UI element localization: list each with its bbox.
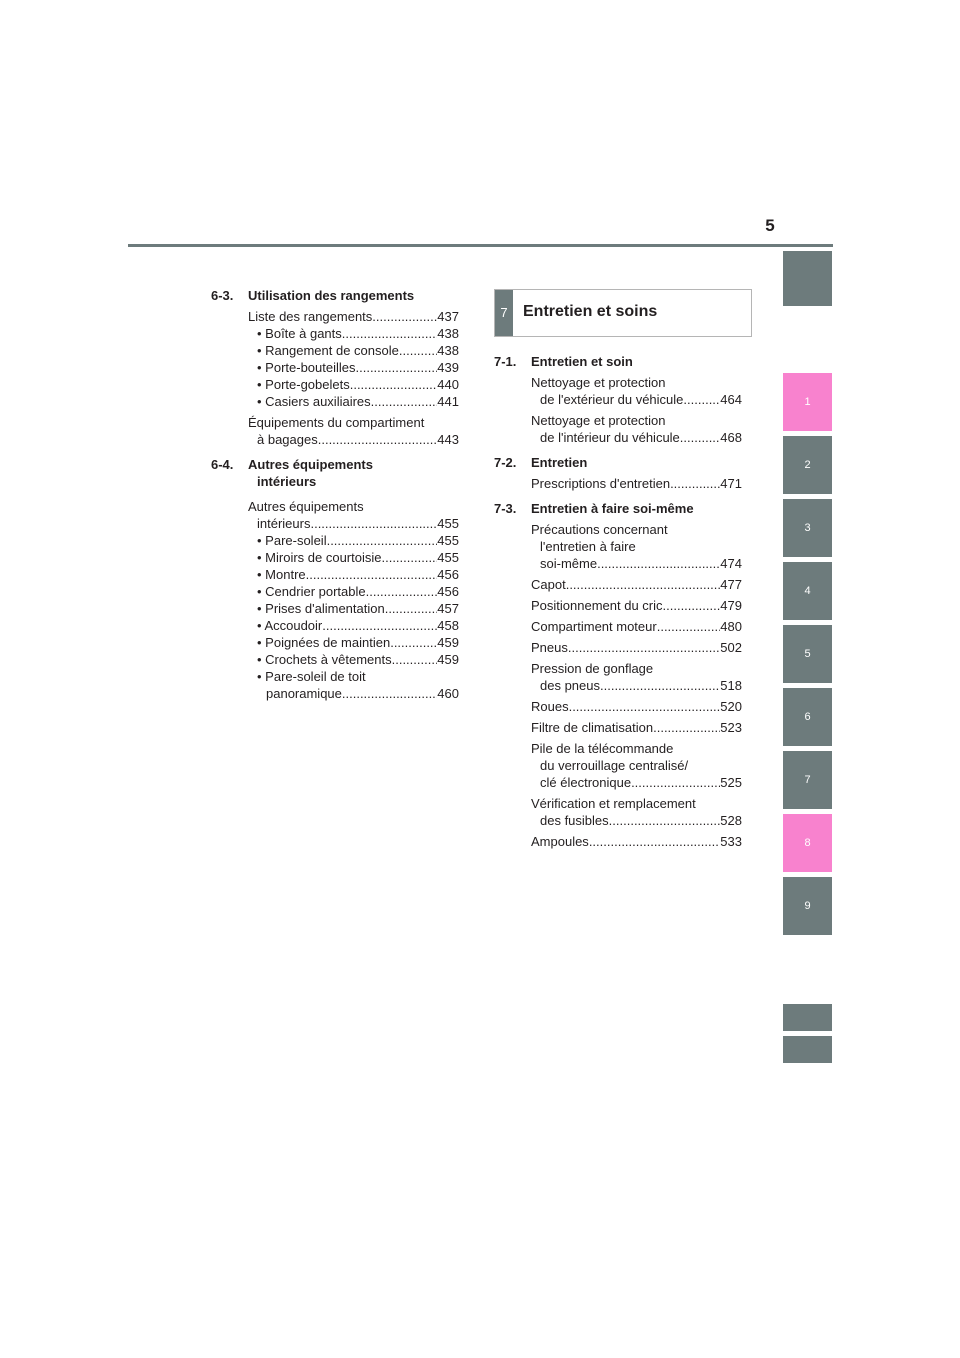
section-number: 7-2. [494, 455, 517, 470]
section-title: Entretien et soin [531, 354, 633, 369]
leader-dots [306, 566, 438, 583]
toc-sub-entry[interactable] [257, 532, 459, 549]
toc-left-column [211, 287, 459, 702]
section-7-3-heading[interactable] [494, 500, 742, 517]
side-tab-1[interactable]: 1 [783, 373, 832, 431]
entry-text: Filtre de climatisation [531, 720, 654, 735]
entry-text: • Miroirs de courtoisie [257, 550, 382, 565]
leader-dots [597, 555, 720, 572]
entry-text: Compartiment moteur [531, 619, 657, 634]
leader-dots [322, 617, 437, 634]
entry-text: • Pare-soleil [257, 533, 327, 548]
entry-page: 439 [437, 360, 459, 375]
entry-page: 520 [720, 699, 742, 714]
entry-page: 460 [437, 686, 459, 701]
entry-page: 523 [720, 720, 742, 735]
section-title: intérieurs [257, 474, 317, 489]
entry-page: 464 [720, 392, 742, 407]
entry-text: Positionnement du cric [531, 598, 663, 613]
entry-text: Prescriptions d'entretien [531, 476, 671, 491]
sub-entries-rangements [257, 325, 459, 410]
toc-entry-fusibles[interactable] [531, 795, 742, 829]
entry-page: 528 [720, 813, 742, 828]
entry-text: de l'extérieur du véhicule [540, 392, 684, 407]
section-title: Entretien à faire soi-même [531, 501, 694, 516]
leader-dots [371, 393, 438, 410]
toc-entry-prescriptions[interactable] [531, 475, 742, 492]
entry-text: Pression de gonflage [531, 661, 654, 676]
entry-text: • Accoudoir [257, 618, 323, 633]
entry-page: 455 [437, 516, 459, 531]
entry-text: de l'intérieur du véhicule [540, 430, 680, 445]
entry-text: Vérification et remplacement [531, 796, 696, 811]
section-7-2-heading[interactable] [494, 454, 742, 471]
toc-sub-entry[interactable] [257, 583, 459, 600]
toc-entry-nettoyage-exterieur[interactable] [531, 374, 742, 408]
entry-text: • Pare-soleil de toit [257, 669, 366, 684]
leader-dots [385, 600, 438, 617]
leader-dots [342, 685, 437, 702]
entry-text: intérieurs [257, 516, 311, 531]
toc-sub-entry[interactable] [257, 549, 459, 566]
entry-page: 437 [437, 309, 459, 324]
chapter-number: 7 [495, 290, 513, 336]
leader-dots [318, 431, 438, 448]
side-tab-index-a[interactable] [783, 1004, 832, 1031]
entry-text: Roues [531, 699, 569, 714]
entry-page: 459 [437, 635, 459, 650]
entry-page: 438 [437, 343, 459, 358]
leader-dots [657, 618, 721, 635]
leader-dots [680, 429, 721, 446]
entry-page: 477 [720, 577, 742, 592]
entry-page: 457 [437, 601, 459, 616]
entry-text: Liste des rangements [248, 309, 373, 324]
leader-dots [589, 833, 720, 850]
section-title: Entretien [531, 455, 588, 470]
side-tab-8[interactable]: 8 [783, 814, 832, 872]
entry-text: Nettoyage et protection [531, 413, 666, 428]
side-tab-index-b[interactable] [783, 1036, 832, 1063]
side-tab-9[interactable]: 9 [783, 877, 832, 935]
toc-sub-entry[interactable] [257, 325, 459, 342]
entry-text: à bagages [257, 432, 318, 447]
leader-dots [310, 515, 437, 532]
section-number: 7-3. [494, 501, 517, 516]
entry-text: Précautions concernant [531, 522, 668, 537]
entry-text: des pneus [540, 678, 600, 693]
leader-dots [381, 549, 437, 566]
section-number: 6-3. [211, 288, 234, 303]
leader-dots [568, 639, 720, 656]
leader-dots [327, 532, 438, 549]
leader-dots [631, 774, 720, 791]
side-tab-4[interactable]: 4 [783, 562, 832, 620]
toc-sub-entry[interactable] [257, 376, 459, 393]
leader-dots [392, 651, 438, 668]
entry-text: • Cendrier portable [257, 584, 366, 599]
entry-page: 480 [720, 619, 742, 634]
toc-entry-compartiment-moteur[interactable] [531, 618, 742, 635]
toc-sub-entry[interactable] [257, 566, 459, 583]
toc-right-column [494, 353, 742, 854]
toc-sub-entry[interactable] [257, 359, 459, 376]
entry-page: 525 [720, 775, 742, 790]
leader-dots [683, 391, 720, 408]
entry-page: 438 [437, 326, 459, 341]
toc-sub-entry[interactable] [257, 634, 459, 651]
entry-page: 456 [437, 584, 459, 599]
toc-entry-ampoules[interactable] [531, 833, 742, 850]
toc-entry-capot[interactable] [531, 576, 742, 593]
entry-text: • Montre [257, 567, 306, 582]
entry-text: • Poignées de maintien [257, 635, 391, 650]
toc-entry-pression[interactable] [531, 660, 742, 694]
entry-text: • Porte-gobelets [257, 377, 350, 392]
toc-sub-entry[interactable] [257, 617, 459, 634]
entry-text: panoramique [266, 686, 342, 701]
leader-dots [566, 576, 721, 593]
entry-page: 440 [437, 377, 459, 392]
leader-dots [356, 359, 438, 376]
chapter-title: Entretien et soins [523, 303, 658, 320]
entry-page: 443 [437, 432, 459, 447]
section-number: 6-4. [211, 457, 234, 472]
leader-dots [350, 376, 438, 393]
side-tab-7[interactable]: 7 [783, 751, 832, 809]
entry-text: Nettoyage et protection [531, 375, 666, 390]
entry-page: 455 [437, 533, 459, 548]
entry-text: Capot [531, 577, 566, 592]
leader-dots [399, 342, 437, 359]
section-number: 7-1. [494, 354, 517, 369]
toc-entry-pneus[interactable] [531, 639, 742, 656]
toc-sub-entry[interactable] [257, 600, 459, 617]
entry-text: l'entretien à faire [540, 539, 636, 554]
toc-entry-cric[interactable] [531, 597, 742, 614]
leader-dots [366, 583, 438, 600]
entry-page: 468 [720, 430, 742, 445]
toc-entry-pile-telecommande[interactable] [531, 740, 742, 791]
section-7-1-heading[interactable] [494, 353, 742, 370]
entry-text: • Crochets à vêtements [257, 652, 392, 667]
side-tab-top[interactable] [783, 251, 832, 306]
entry-text: • Rangement de console [257, 343, 399, 358]
entry-text: Ampoules [531, 834, 589, 849]
entry-text: Pneus [531, 640, 568, 655]
entry-page: 471 [720, 476, 742, 491]
toc-entry-filtre[interactable] [531, 719, 742, 736]
side-tab-3[interactable]: 3 [783, 499, 832, 557]
side-tab-2[interactable]: 2 [783, 436, 832, 494]
toc-sub-entry[interactable] [257, 651, 459, 668]
leader-dots [372, 308, 437, 325]
leader-dots [663, 597, 721, 614]
entry-page: 518 [720, 678, 742, 693]
entry-page: 455 [437, 550, 459, 565]
toc-entry-roues[interactable] [531, 698, 742, 715]
header-rule [128, 244, 833, 247]
leader-dots [600, 677, 720, 694]
toc-entry-nettoyage-interieur[interactable] [531, 412, 742, 446]
entry-text: Pile de la télécommande [531, 741, 674, 756]
entry-page: 474 [720, 556, 742, 571]
toc-entry-liste-rangements[interactable] [248, 308, 459, 325]
leader-dots [342, 325, 438, 342]
toc-sub-entry[interactable] [257, 668, 459, 702]
page-number: 5 [765, 216, 775, 235]
side-tab-5[interactable]: 5 [783, 625, 832, 683]
entry-page: 441 [437, 394, 459, 409]
section-title: Autres équipements [248, 457, 373, 472]
side-tab-6[interactable]: 6 [783, 688, 832, 746]
entry-page: 533 [720, 834, 742, 849]
section-6-4-heading[interactable] [211, 456, 459, 490]
toc-entry-precautions[interactable] [531, 521, 742, 572]
leader-dots [670, 475, 720, 492]
section-title: Utilisation des rangements [248, 288, 415, 303]
section-6-3-heading[interactable] [211, 287, 459, 304]
entry-text: Équipements du compartiment [248, 415, 425, 430]
leader-dots [569, 698, 721, 715]
entry-text: • Boîte à gants [257, 326, 342, 341]
entry-page: 458 [437, 618, 459, 633]
entry-text: des fusibles [540, 813, 609, 828]
entry-text: • Casiers auxiliaires [257, 394, 371, 409]
entry-page: 459 [437, 652, 459, 667]
entry-text: Autres équipements [248, 499, 364, 514]
entry-page: 456 [437, 567, 459, 582]
leader-dots [653, 719, 720, 736]
entry-page: 502 [720, 640, 742, 655]
chapter-header [494, 289, 752, 337]
sub-entries-autres [257, 532, 459, 702]
toc-sub-entry[interactable] [257, 342, 459, 359]
toc-sub-entry[interactable] [257, 393, 459, 410]
entry-text: • Prises d'alimentation [257, 601, 385, 616]
leader-dots [609, 812, 721, 829]
entry-text: soi-même [540, 556, 598, 571]
toc-entry-autres-equipements[interactable] [248, 498, 459, 532]
entry-text: du verrouillage centralisé/ [540, 758, 689, 773]
toc-entry-compartiment-bagages[interactable] [248, 414, 459, 448]
entry-page: 479 [720, 598, 742, 613]
leader-dots [390, 634, 437, 651]
entry-text: • Porte-bouteilles [257, 360, 356, 375]
entry-text: clé électronique [540, 775, 632, 790]
